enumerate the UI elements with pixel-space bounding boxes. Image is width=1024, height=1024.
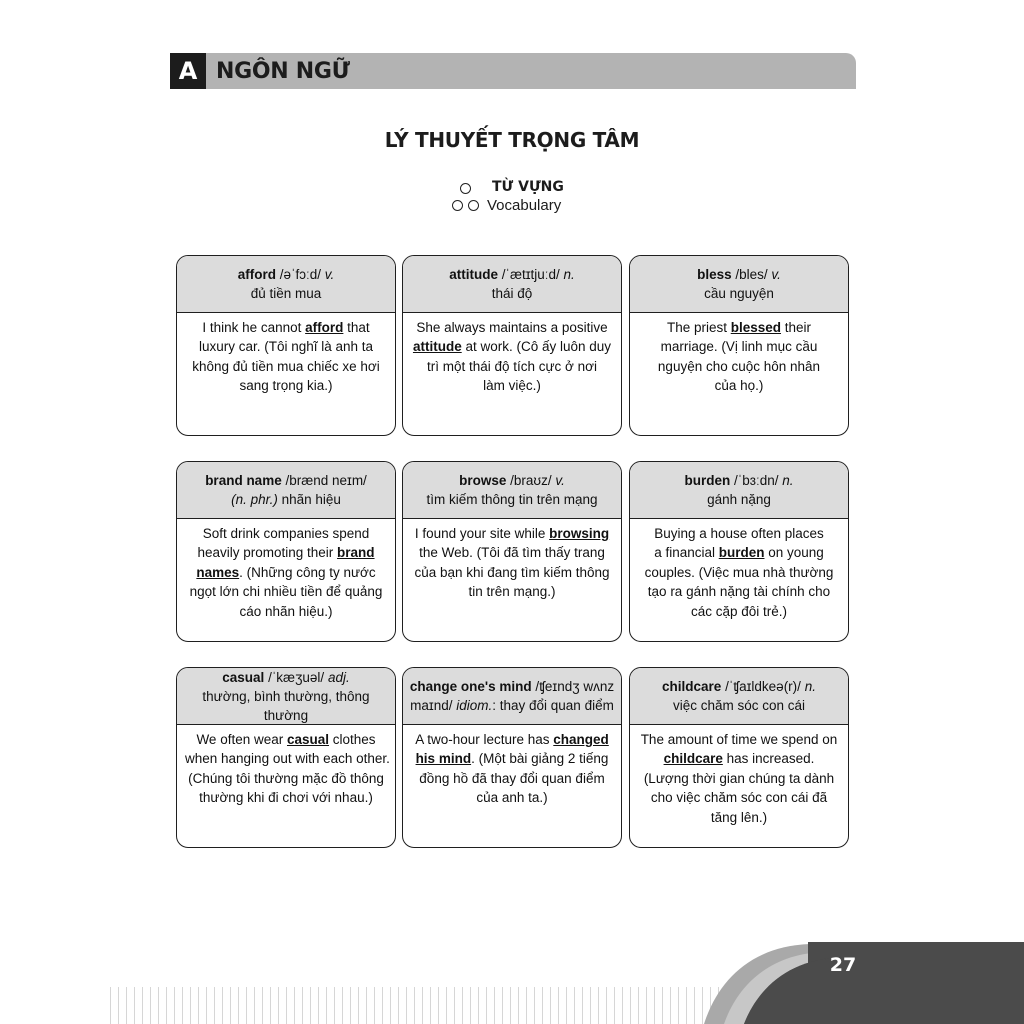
card-header (177, 256, 395, 313)
example-line (185, 563, 387, 582)
example-text: các cặp đôi trẻ.) (690, 603, 788, 619)
example-sentence (177, 725, 395, 808)
card-header (403, 256, 621, 313)
meaning: gánh nặng (707, 492, 771, 507)
meaning: nhãn hiệu (277, 492, 341, 507)
example-line (638, 749, 840, 768)
part-of-speech: adj. (327, 669, 350, 685)
example-line (411, 357, 613, 376)
example-text: heavily promoting their (197, 545, 338, 561)
example-text: (Lượng thời gian chúng ta dành (643, 770, 835, 786)
phonetic: /ˈkæʒuəl/ (264, 669, 328, 685)
phonetic: /ˈætɪtjuːd/ (497, 267, 564, 282)
part-of-speech: v. (324, 267, 335, 282)
example-line (638, 730, 840, 749)
highlighted-word: blessed (730, 320, 782, 335)
phonetic: /ʧeɪndʒ wʌnz (531, 679, 615, 694)
highlighted-word: brand (337, 545, 375, 561)
example-line (185, 318, 387, 337)
example-text: làm việc.) (483, 378, 541, 394)
example-text: Buying a house often places (654, 526, 824, 541)
example-sentence (630, 313, 848, 396)
section-title: NGÔN NGỮ (216, 59, 350, 84)
example-text: clothes (329, 732, 376, 747)
part-of-speech: v. (771, 267, 781, 282)
example-text: marriage. (Vị linh mục cầu (660, 339, 818, 355)
card-header (403, 668, 621, 725)
page-title: LÝ THUYẾT TRỌNG TÂM (384, 128, 640, 152)
example-line (185, 337, 387, 356)
example-text: không đủ tiền mua chiếc xe hơi (192, 358, 380, 374)
example-line (411, 337, 613, 356)
example-line (185, 602, 387, 621)
meaning: thái độ (491, 286, 533, 301)
example-line (185, 524, 387, 543)
highlighted-word: browsing (549, 526, 610, 541)
footer-stripes (110, 987, 750, 1024)
vocab-card (176, 461, 396, 642)
example-text: at work. (Cô ấy luôn duy (461, 339, 612, 355)
example-text: đồng hồ đã thay đổi quan điểm (419, 770, 605, 786)
example-text: their (781, 320, 812, 335)
part-of-speech: v. (555, 473, 565, 488)
card-header-line (685, 471, 794, 490)
example-text: the Web. (Tôi đã tìm thấy trang (419, 545, 605, 561)
example-line (185, 543, 387, 562)
example-text: She always maintains a positive (416, 320, 608, 335)
example-text: I found your site while (414, 526, 550, 541)
example-line (638, 602, 840, 621)
card-header (630, 668, 848, 725)
example-text: The amount of time we spend on (640, 732, 838, 747)
example-line (411, 788, 613, 807)
example-line (638, 543, 840, 562)
example-text: that (343, 320, 370, 335)
example-line (638, 769, 840, 788)
example-text: luxury car. (Tôi nghĩ là anh ta (198, 339, 374, 355)
vocab-card (402, 255, 622, 436)
example-sentence (630, 725, 848, 827)
example-line (411, 749, 613, 768)
phonetic: /ˈʧaɪldkeə(r)/ (721, 679, 805, 694)
vocab-word: bless (697, 267, 732, 282)
example-line (411, 543, 613, 562)
vocab-card (176, 667, 396, 848)
example-text: a financial (654, 545, 719, 561)
example-line (411, 376, 613, 395)
highlighted-word: his mind (415, 751, 472, 767)
example-line (185, 788, 387, 807)
vocab-card (176, 255, 396, 436)
example-text: cáo nhãn hiệu.) (239, 603, 333, 619)
card-header-line (222, 668, 349, 687)
example-text: ngọt lớn chi nhiều tiền để quảng (189, 584, 383, 600)
card-header (403, 462, 621, 519)
vocab-word: afford (237, 267, 276, 282)
vocab-card (629, 667, 849, 848)
part-of-speech: idiom. (456, 698, 493, 713)
phonetic: /ˈbɜːdn/ (730, 473, 783, 488)
highlighted-word: burden (718, 545, 765, 561)
example-sentence (177, 519, 395, 621)
example-line (638, 788, 840, 807)
example-line (411, 524, 613, 543)
card-header-line (459, 471, 565, 490)
meaning: : thay đổi quan điểm (492, 698, 614, 713)
card-header-line (231, 490, 341, 509)
phonetic: maɪnd/ (410, 698, 457, 713)
example-line (185, 730, 387, 749)
example-text: on young (764, 545, 824, 561)
example-text: của anh ta.) (476, 790, 548, 806)
part-of-speech: n. (804, 679, 816, 694)
example-line (638, 524, 840, 543)
footer-corner-shape (690, 940, 1024, 1024)
example-text: tăng lên.) (710, 809, 768, 825)
section-header-bar (170, 53, 856, 89)
example-text: tin trên mạng.) (468, 584, 556, 600)
meaning: tìm kiếm thông tin trên mạng (426, 492, 598, 507)
example-line (185, 769, 387, 788)
vocab-word: change one's mind (409, 679, 532, 694)
example-line (638, 337, 840, 356)
meaning: thường, bình thường, thông (202, 688, 370, 704)
card-header (177, 462, 395, 519)
example-text: couples. (Việc mua nhà thường (644, 564, 834, 580)
example-text: (Chúng tôi thường mặc đồ thông (188, 770, 384, 786)
highlighted-word: afford (305, 320, 344, 335)
example-line (411, 730, 613, 749)
phonetic: /əˈfɔːd/ (275, 267, 325, 282)
example-line (638, 318, 840, 337)
highlighted-word: childcare (663, 751, 723, 767)
example-line (411, 563, 613, 582)
card-header-line (662, 677, 816, 696)
example-text: của bạn khi đang tìm kiếm thông (414, 564, 610, 580)
phonetic: /braʊz/ (506, 473, 556, 488)
example-line (185, 357, 387, 376)
example-sentence (403, 313, 621, 396)
card-header (177, 668, 395, 725)
vocab-heading-en: Vocabulary (487, 197, 562, 214)
card-header (630, 256, 848, 313)
card-header-line (238, 265, 335, 284)
meaning: việc chăm sóc con cái (672, 698, 806, 713)
example-sentence (177, 313, 395, 396)
highlighted-word: changed (553, 732, 609, 747)
part-of-speech: (n. phr.) (231, 492, 278, 507)
example-line (638, 808, 840, 827)
example-text: . (Những công ty nước (239, 564, 376, 580)
part-of-speech: n. (563, 267, 575, 282)
example-text: Soft drink companies spend (202, 526, 370, 541)
section-letter: A (170, 53, 206, 89)
example-text: cho việc chăm sóc con cái đã (650, 790, 828, 806)
vocab-word: childcare (662, 679, 722, 694)
example-line (185, 582, 387, 601)
circle-bullet-icon (468, 200, 479, 211)
part-of-speech: n. (782, 473, 794, 488)
example-text: We often wear (196, 732, 287, 747)
example-line (638, 582, 840, 601)
example-line (638, 563, 840, 582)
vocab-word: brand name (205, 473, 282, 488)
example-text: I think he cannot (202, 320, 306, 335)
example-text: tạo ra gánh nặng tài chính cho (647, 584, 831, 600)
example-text: A two-hour lecture has (415, 732, 554, 747)
example-line (411, 318, 613, 337)
example-text: . (Một bài giảng 2 tiếng (471, 751, 609, 767)
example-line (411, 769, 613, 788)
example-line (638, 376, 840, 395)
example-line (638, 357, 840, 376)
example-line (185, 749, 390, 768)
example-line (185, 376, 387, 395)
meaning: cầu nguyện (704, 286, 774, 301)
example-text: when hanging out with each other. (185, 751, 390, 767)
vocab-card (629, 255, 849, 436)
vocab-card (629, 461, 849, 642)
vocab-word: casual (222, 669, 265, 685)
vocab-word: attitude (449, 267, 498, 282)
highlighted-word: names (196, 564, 240, 580)
highlighted-word: casual (286, 732, 330, 747)
example-text: của họ.) (714, 378, 764, 394)
meaning: thường (263, 707, 309, 723)
highlighted-word: attitude (412, 339, 462, 355)
card-header-line (449, 265, 575, 284)
card-header (630, 462, 848, 519)
card-header-line (697, 265, 781, 284)
example-sentence (630, 519, 848, 621)
example-sentence (403, 725, 621, 808)
card-header-line (205, 471, 367, 490)
card-header-line (410, 677, 614, 696)
example-text: has increased. (722, 751, 815, 767)
meaning: đủ tiền mua (250, 286, 322, 301)
example-text: The priest (666, 320, 731, 335)
phonetic: /brænd neɪm/ (281, 473, 367, 488)
example-text: sang trọng kia.) (239, 378, 333, 394)
card-header-line (410, 696, 614, 715)
vocab-heading-vi: TỪ VỰNG (492, 179, 564, 195)
circle-bullet-icon (452, 200, 463, 211)
circle-bullet-icon (460, 183, 471, 194)
page-number: 27 (829, 954, 857, 976)
example-line (411, 582, 613, 601)
example-text: nguyện cho cuộc hôn nhân (657, 358, 821, 374)
example-text: thường khi đi chơi với nhau.) (199, 790, 373, 806)
example-text: trì một thái độ tích cực ở nơi (426, 358, 598, 374)
vocab-word: burden (684, 473, 731, 488)
phonetic: /bles/ (731, 267, 772, 282)
vocab-card (402, 667, 622, 848)
vocab-word: browse (459, 473, 507, 488)
example-sentence (403, 519, 621, 602)
vocab-card (402, 461, 622, 642)
